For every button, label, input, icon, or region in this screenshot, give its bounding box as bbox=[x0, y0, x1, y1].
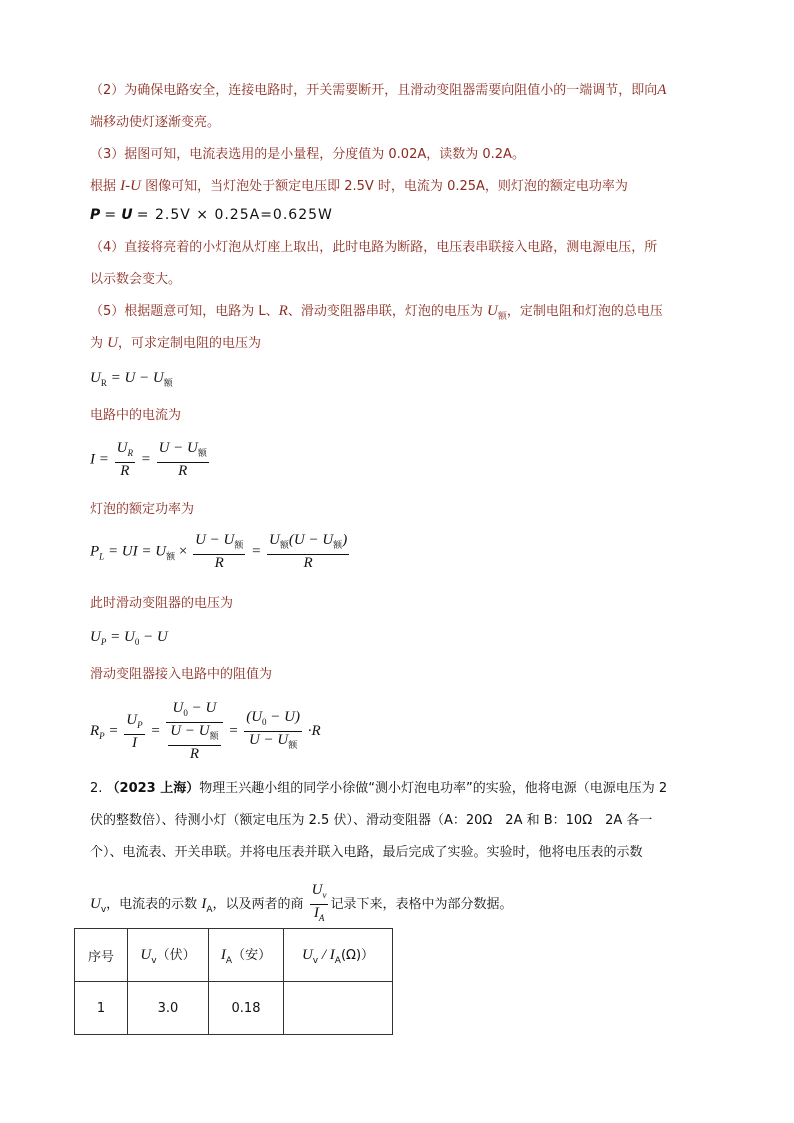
table-row bbox=[75, 982, 393, 1035]
answer-part-5-line1: （5）根据题意可知，电路为 L、R、滑动变阻器串联，灯泡的电压为 $U_额$，定制电阻和灯泡的总电压 bbox=[90, 303, 663, 322]
current-label: 电路中的电流为 bbox=[90, 408, 182, 423]
eq-ur: $U_R = U - U_额$ bbox=[90, 370, 173, 388]
rheostat-resistance-label: 滑动变阻器接入电路中的阻值为 bbox=[90, 667, 273, 682]
header-current: $I_A$（安） bbox=[209, 929, 284, 982]
rated-power-label: 灯泡的额定功率为 bbox=[90, 502, 195, 517]
eq-current: I = $\frac{U_R}{R}$ = $\frac{U - U_额}{R}$ bbox=[90, 440, 207, 479]
answer-part-4-line2: 以示数会变大。 bbox=[90, 272, 182, 287]
answer-part-5-line2: 为 U，可求定制电阻的电压为 bbox=[90, 335, 261, 351]
cell-current: 0.18 bbox=[209, 982, 284, 1035]
eq-rated-power: $P_L$ = UI = $U_额$ × $\frac{U - U_额}{R}$ = $\frac{U_额(U - U_额)}{R}$ bbox=[90, 532, 348, 571]
question-2-line3: 个）、电流表、开关串联。并将电压表并联入电路，最后完成了实验。实验时，他将电压表的示数 bbox=[90, 845, 643, 860]
answer-part-2-line2: 端移动使灯逐渐变亮。 bbox=[90, 115, 221, 130]
data-table bbox=[74, 928, 393, 1035]
table-header-row bbox=[75, 929, 393, 982]
rheostat-voltage-label: 此时滑动变阻器的电压为 bbox=[90, 596, 234, 611]
power-equation: P = U = 2.5V × 0.25A=0.625W bbox=[90, 207, 333, 223]
question-2-line4: $U_v$，电流表的示数 $I_A$，以及两者的商 $\frac{U_v}{I_A}$ 记录下来，表格中为部分数据。 bbox=[90, 882, 513, 923]
cell-index: 1 bbox=[75, 982, 128, 1035]
eq-rheostat-voltage: $U_P = U_0 - U$ bbox=[90, 629, 168, 647]
cell-voltage: 3.0 bbox=[128, 982, 209, 1035]
answer-part-3-iu: 根据 I-U 图像可知，当灯泡处于额定电压即 2.5V 时，电流为 0.25A，则灯泡的额定电功率为 bbox=[90, 178, 628, 194]
header-voltage: $U_v$（伏） bbox=[128, 929, 209, 982]
question-2-line1: 2. （2023 上海）物理王兴趣小组的同学小徐做“测小灯泡电功率”的实验，他将电源（电源电压为 2 bbox=[90, 781, 668, 796]
header-quotient: $U_v / I_A(\Omega)$） bbox=[284, 929, 393, 982]
header-index: 序号 bbox=[75, 929, 128, 982]
answer-part-3: （3）据图可知，电流表选用的是小量程，分度值为 0.02A，读数为 0.2A。 bbox=[90, 147, 525, 162]
answer-part-2-line1: （2）为确保电路安全，连接电路时，开关需要断开，且滑动变阻器需要向阻值小的一端调节，即向A bbox=[90, 82, 667, 98]
cell-quotient bbox=[284, 982, 393, 1035]
eq-rheostat-resistance: $R_P$ = $\frac{U_P}{I}$ = $\frac{U_0 - U}{\frac{U - U_额}{R}}$ = $\frac{(U_0 - U)}{U - U_额}$ ·R bbox=[90, 700, 321, 762]
answer-part-4-line1: （4）直接将亮着的小灯泡从灯座上取出，此时电路为断路，电压表串联接入电路，测电源电压，所 bbox=[90, 240, 658, 255]
question-2-line2: 伏的整数倍）、待测小灯（额定电压为 2.5 伏）、滑动变阻器（A：20Ω 2A 和 B：10Ω 2A 各一 bbox=[90, 813, 653, 828]
